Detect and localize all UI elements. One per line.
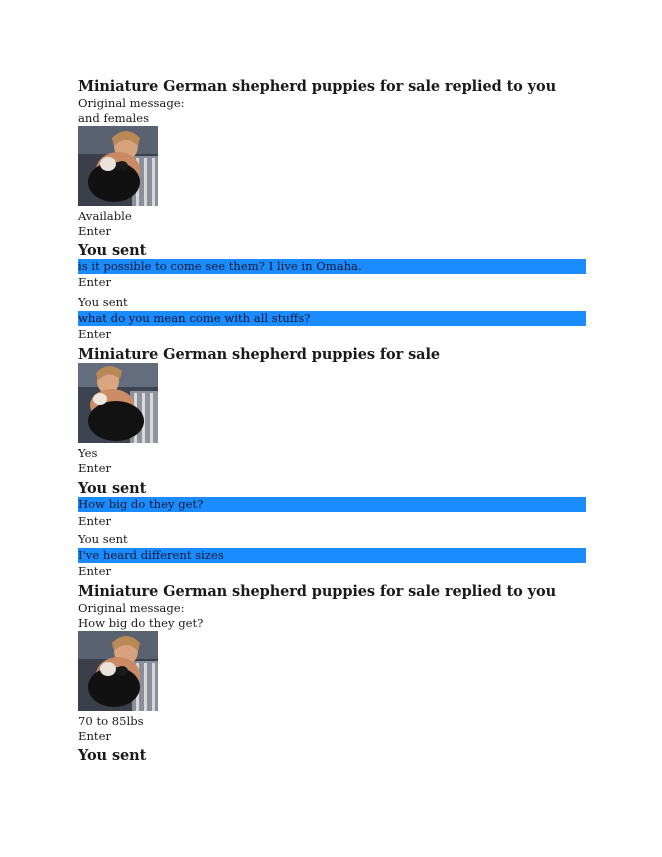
enter-button[interactable]: Enter: [78, 275, 111, 289]
seller-reply-text: Available: [78, 209, 132, 223]
enter-button[interactable]: Enter: [78, 564, 111, 578]
puppy-photo[interactable]: [78, 363, 158, 443]
you-sent-label: You sent: [78, 295, 128, 309]
original-message-label: Original message:: [78, 601, 185, 615]
seller-reply-header: Miniature German shepherd puppies for sale replied to you: [78, 78, 557, 95]
puppy-photo[interactable]: [78, 631, 158, 711]
original-message-label: Original message:: [78, 96, 185, 110]
you-sent-header: You sent: [78, 242, 147, 259]
puppy-photo[interactable]: [78, 126, 158, 206]
enter-button[interactable]: Enter: [78, 327, 111, 341]
sent-message-highlight: is it possible to come see them? I live in Omaha.: [78, 259, 586, 274]
original-message-text: and females: [78, 111, 150, 125]
original-message-text: How big do they get?: [78, 616, 204, 630]
enter-button[interactable]: Enter: [78, 514, 111, 528]
you-sent-header: You sent: [78, 747, 147, 764]
seller-reply-header: Miniature German shepherd puppies for sale replied to you: [78, 583, 557, 600]
you-sent-label: You sent: [78, 532, 128, 546]
sent-message-highlight: How big do they get?: [78, 497, 586, 512]
enter-button[interactable]: Enter: [78, 729, 111, 743]
you-sent-header: You sent: [78, 480, 147, 497]
sent-message-highlight: I've heard different sizes: [78, 548, 586, 563]
enter-button[interactable]: Enter: [78, 224, 111, 238]
seller-reply-text: Yes: [78, 446, 98, 460]
seller-header: Miniature German shepherd puppies for sale: [78, 346, 440, 363]
enter-button[interactable]: Enter: [78, 461, 111, 475]
sent-message-highlight: what do you mean come with all stuffs?: [78, 311, 586, 326]
seller-reply-text: 70 to 85lbs: [78, 714, 144, 728]
